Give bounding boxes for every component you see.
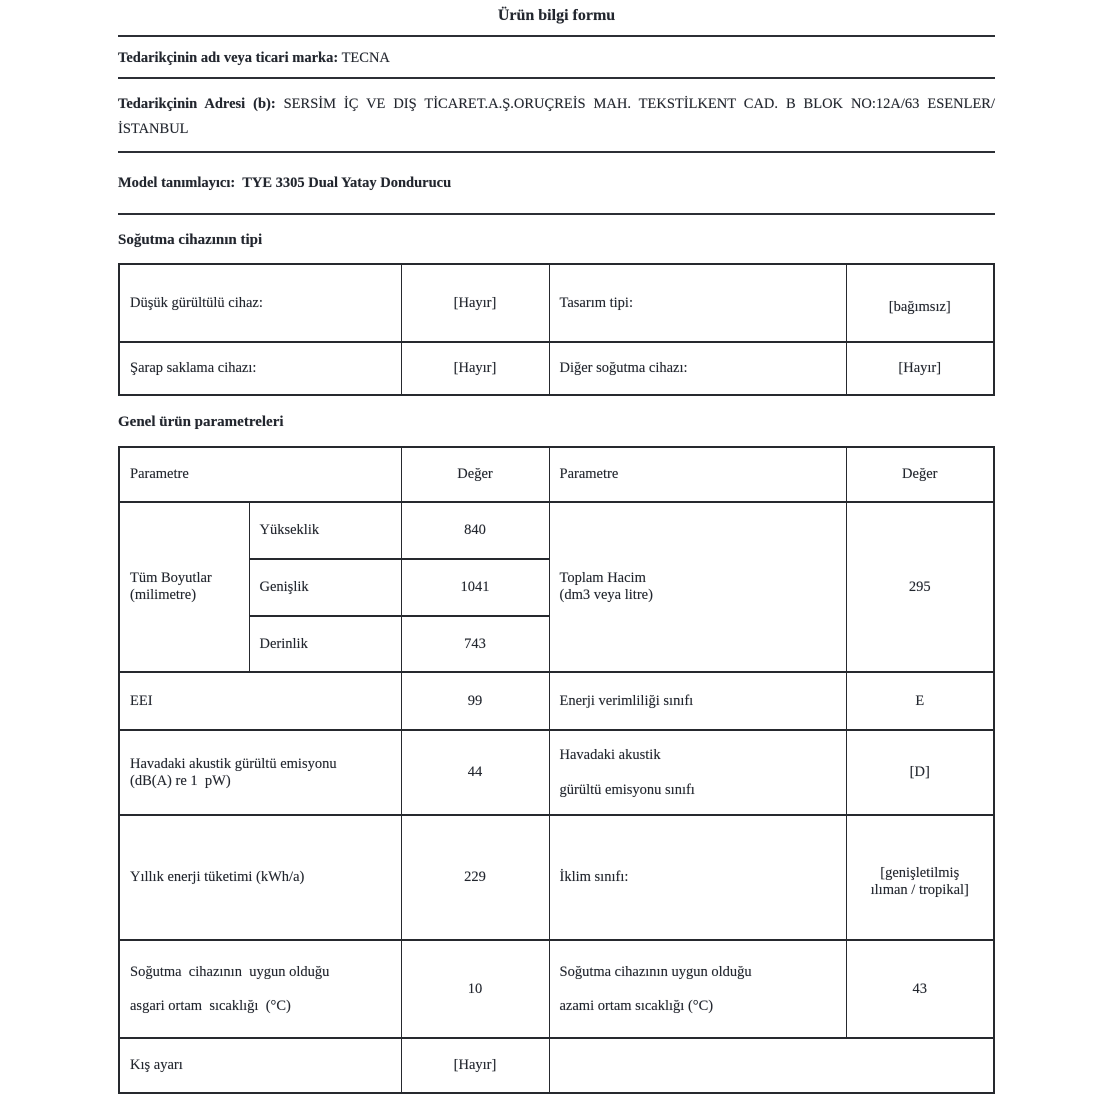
param-max-ambient-temp-label: Soğutma cihazının uygun olduğu azami ortam sıcaklığı (°C) [549,940,846,1038]
param-total-volume-label: Toplam Hacim (dm3 veya litre) [549,502,846,672]
model-line [118,174,995,193]
param-wine-storage-label: Şarap saklama cihazı: [119,342,401,395]
table-row [119,815,994,940]
param-other-cooling-value: [Hayır] [846,342,994,395]
param-winter-setting-value: [Hayır] [401,1038,549,1093]
table-row [119,502,994,559]
param-other-cooling-label: Diğer soğutma cihazı: [549,342,846,395]
param-climate-class-value: [genişletilmiş ılıman / tropikal] [846,815,994,940]
address-line [118,92,995,142]
section-divider [118,77,995,79]
table-row [119,730,994,815]
model-label: Model tanımlayıcı: [118,175,236,191]
param-total-volume-value: 295 [846,502,994,672]
supplier-label: Tedarikçinin adı veya ticari marka: [118,50,339,66]
supplier-value: TECNA [341,50,390,66]
param-depth-value: 743 [401,616,549,672]
param-noise-class-value: [D] [846,730,994,815]
table-row [119,940,994,1038]
param-height-label: Yükseklik [249,502,401,559]
supplier-line [118,49,995,68]
document-content [118,0,995,1094]
page-title: Ürün bilgi formu [497,7,616,24]
param-height-value: 840 [401,502,549,559]
section-divider [118,151,995,153]
table-row [119,264,994,342]
table-row [119,672,994,730]
address-label: Tedarikçinin Adresi (b): [118,96,276,112]
col-header-parametre-left: Parametre [119,447,401,502]
params-section-heading: Genel ürün parametreleri [118,414,284,430]
section-divider [118,213,995,215]
param-empty-cell [549,1038,994,1093]
cooling-type-table [118,263,995,396]
col-header-deger-right: Değer [846,447,994,502]
param-noise-class-label: Havadaki akustik gürültü emisyonu sınıfı [549,730,846,815]
col-header-deger-left: Değer [401,447,549,502]
param-annual-energy-value: 229 [401,815,549,940]
table-header-row [119,447,994,502]
table-row [119,1038,994,1093]
param-dimensions-label: Tüm Boyutlar (milimetre) [119,502,249,672]
param-eei-label: EEI [119,672,401,730]
address-value: SERSİM İÇ VE DIŞ TİCARET.A.Ş.ORUÇREİS MAH. TEKSTİLKENT CAD. B BLOK NO:12A/63 ESENLER/İSTANBUL [118,96,996,137]
param-annual-energy-label: Yıllık enerji tüketimi (kWh/a) [119,815,401,940]
section-divider [118,35,995,37]
param-max-ambient-temp-value: 43 [846,940,994,1038]
param-low-noise-label: Düşük gürültülü cihaz: [119,264,401,342]
param-energy-class-label: Enerji verimliliği sınıfı [549,672,846,730]
param-noise-emission-label: Havadaki akustik gürültü emisyonu (dB(A) re 1 pW) [119,730,401,815]
param-design-type-value: [bağımsız] [846,264,994,342]
table-row [119,342,994,395]
param-depth-label: Derinlik [249,616,401,672]
param-width-label: Genişlik [249,559,401,616]
param-low-noise-value: [Hayır] [401,264,549,342]
param-width-value: 1041 [401,559,549,616]
param-min-ambient-temp-value: 10 [401,940,549,1038]
param-energy-class-value: E [846,672,994,730]
general-parameters-table [118,446,995,1094]
param-winter-setting-label: Kış ayarı [119,1038,401,1093]
param-eei-value: 99 [401,672,549,730]
param-wine-storage-value: [Hayır] [401,342,549,395]
param-min-ambient-temp-label: Soğutma cihazının uygun olduğu asgari ortam sıcaklığı (°C) [119,940,401,1038]
param-climate-class-label: İklim sınıfı: [549,815,846,940]
model-value: TYE 3305 Dual Yatay Dondurucu [242,175,452,191]
col-header-parametre-right: Parametre [549,447,846,502]
type-section-heading: Soğutma cihazının tipi [118,232,263,248]
param-design-type-label: Tasarım tipi: [549,264,846,342]
param-noise-emission-value: 44 [401,730,549,815]
